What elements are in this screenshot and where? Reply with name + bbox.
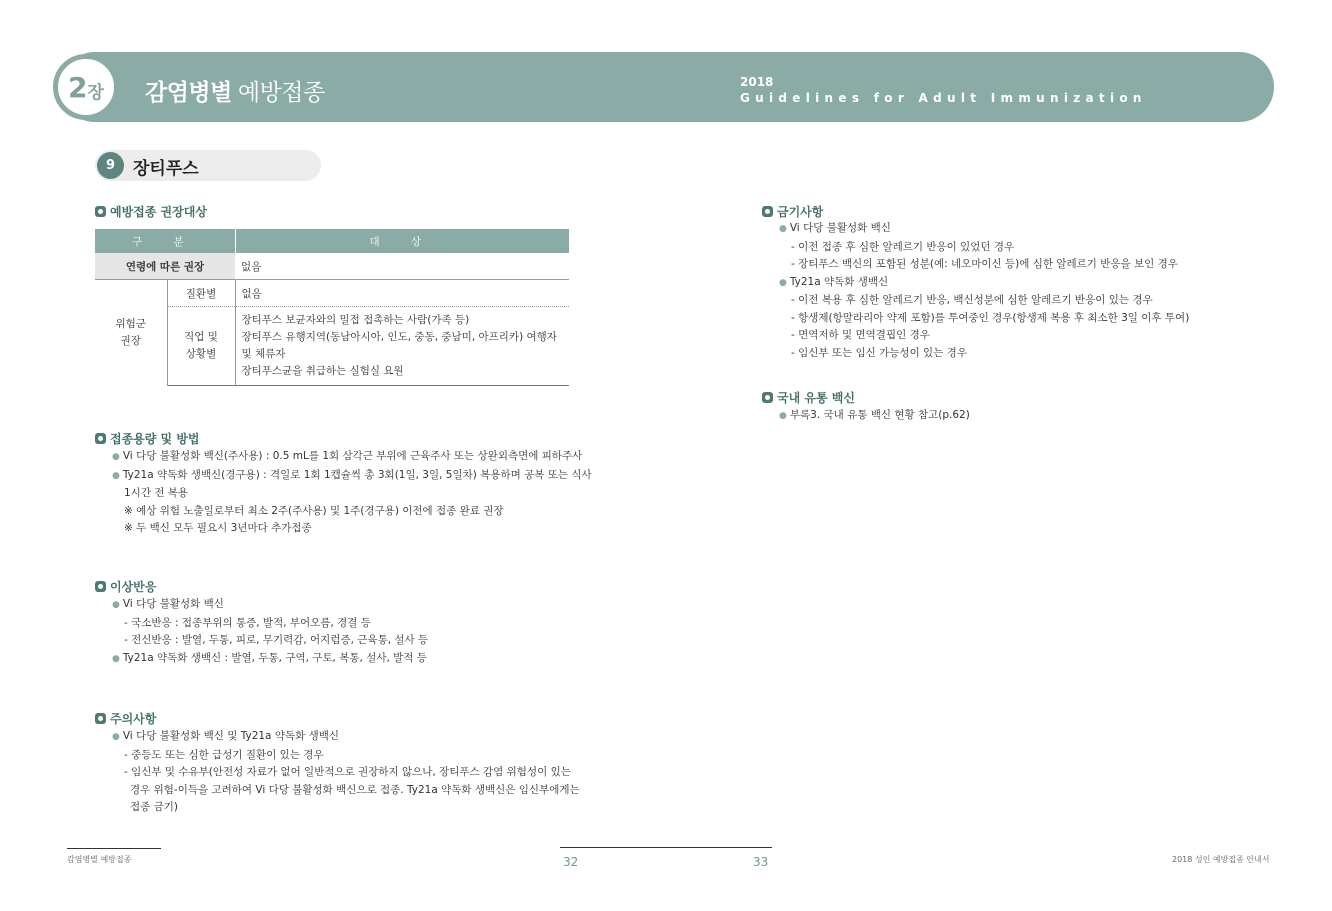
table-row (95, 307, 569, 386)
bullet-dot-icon: ● (112, 600, 120, 610)
bullet-dot-icon: ● (779, 411, 787, 421)
chapter-suffix: 장 (87, 82, 104, 103)
heading-bullet-icon (95, 433, 106, 444)
list-item-text: - 면역저하 및 면역결핍인 경우 (791, 329, 930, 341)
list-item-text: 경우 위험-이득을 고려하여 Vi 다당 불활성화 백신으로 접종. Ty21a 약독화 생백신은 임신부에게는 (130, 783, 580, 796)
adverse-text (112, 596, 582, 668)
list-item-text: - 이전 복용 후 심한 알레르기 반응, 백신성분에 심한 알레르기 반응이 있는 경우 (791, 294, 1153, 306)
job-value-line: 장티푸스균을 취급하는 실험실 요원 (241, 365, 404, 377)
list-item (779, 220, 1299, 239)
subheading-adverse (95, 578, 156, 595)
list-item-text: - 임신부 또는 임신 가능성이 있는 경우 (791, 346, 967, 359)
list-item-text: - 장티푸스 백신의 포함된 성분(예: 네오마이신 등)에 심한 알레르기 반응을 보인 경우 (791, 258, 1178, 270)
list-item-text: Vi 다당 불활성화 백신(주사용) : 0.5 mL를 1회 삼각근 부위에 근육주사 또는 상완외측면에 피하주사 (122, 450, 583, 462)
recommendation-table (95, 229, 569, 386)
table-header-target: 대 상 (235, 229, 569, 253)
disease-label: 질환별 (167, 280, 235, 307)
list-item-text: - 임신부 및 수유부(안전성 자료가 없어 일반적으로 권장하지 않으나, 장티푸스 감염 위험성이 있는 (124, 766, 571, 778)
page-number-right: 33 (753, 855, 769, 869)
footer-left-text: 감염병별 예방접종 (67, 855, 132, 864)
subheading-caution (95, 710, 156, 727)
subheading-dosage (95, 430, 200, 447)
job-label (167, 307, 235, 386)
risk-label-line2: 권장 (120, 334, 141, 347)
list-item (112, 467, 592, 486)
list-item-text: Ty21a 약독화 생백신 : 발열, 두통, 구역, 구토, 복통, 설사, 발적 등 (122, 651, 427, 664)
chapter-title-bold: 감염병별 (145, 80, 232, 106)
list-item-text: - 중등도 또는 심한 급성기 질환이 있는 경우 (124, 748, 324, 761)
note-text: ※ 두 백신 모두 필요시 3년마다 추가접종 (124, 522, 312, 534)
bullet-dot-icon: ● (779, 277, 787, 288)
chapter-title-rest: 예방접종 (237, 80, 325, 106)
list-item-text: - 전신반응 : 발열, 두통, 피로, 무기력감, 어지럼증, 근육통, 설사 등 (124, 634, 429, 646)
risk-label-line1: 위험군 (115, 317, 146, 330)
footer-rule-left (67, 848, 161, 849)
heading-bullet-icon (95, 581, 106, 592)
table-header-category: 구 분 (95, 229, 235, 253)
heading-bullet-icon (762, 392, 773, 403)
section-title-pill (95, 150, 321, 181)
list-item (779, 407, 1299, 426)
chapter-number: 2 (68, 70, 88, 104)
job-value (235, 307, 569, 386)
section-number-badge: 9 (97, 152, 124, 179)
list-item-text: Vi 다당 불활성화 백신 (122, 598, 224, 610)
domestic-text (779, 407, 1299, 426)
list-item-text: Vi 다당 불활성화 백신 및 Ty21a 약독화 생백신 (122, 730, 340, 742)
heading-bullet-icon (95, 713, 106, 724)
subheading-targets-label: 예방접종 권장대상 (110, 205, 207, 219)
list-item-text: 1시간 전 복용 (124, 487, 189, 499)
note-text: ※ 예상 위험 노출일로부터 최소 2주(주사용) 및 1주(경구용) 이전에 접종 완료 권장 (124, 504, 504, 517)
list-item-text: - 이전 접종 후 심한 알레르기 반응이 있었던 경우 (791, 240, 1015, 253)
list-item-text: - 국소반응 : 접종부위의 통증, 발적, 부어오름, 경결 등 (124, 616, 371, 629)
table-row (95, 253, 569, 280)
list-item-text: Ty21a 약독화 생백신(경구용) : 격일로 1회 1캡슐씩 총 3회(1일, 3일, 5일차) 복용하며 공복 또는 식사 (122, 468, 592, 481)
list-item (112, 650, 582, 669)
list-item-text: 부록3. 국내 유통 백신 현황 참고(p.62) (789, 409, 970, 421)
age-label: 연령에 따른 권장 (95, 253, 235, 280)
subheading-domestic-label: 국내 유통 백신 (777, 391, 855, 405)
header-guideline-title: Guidelines for Adult Immunization (740, 91, 1147, 105)
header-year: 2018 (740, 75, 774, 89)
disease-value: 없음 (235, 280, 569, 307)
bullet-dot-icon: ● (779, 224, 787, 234)
job-label-line1: 직업 및 (184, 331, 218, 343)
subheading-dosage-label: 접종용량 및 방법 (110, 432, 200, 446)
bullet-dot-icon: ● (112, 470, 120, 481)
list-item (112, 448, 582, 467)
section-title: 장티푸스 (133, 159, 199, 179)
heading-bullet-icon (762, 206, 773, 217)
chapter-title (145, 74, 325, 107)
footer-right-text: 2018 성인 예방접종 안내서 (1172, 855, 1270, 864)
list-item-text: Ty21a 약독화 생백신 (789, 275, 889, 288)
list-item-text: - 항생제(항말라리아 약제 포함)를 투여중인 경우(항생제 복용 후 최소한 3일 이후 투여) (791, 311, 1190, 324)
subheading-contraindications (762, 203, 823, 220)
job-value-line: 장티푸스 유행지역(동남아시아, 인도, 중동, 중남미, 아프리카) 여행자 (241, 331, 557, 343)
table-row (95, 280, 569, 307)
subheading-adverse-label: 이상반응 (110, 580, 157, 594)
footer-rule-center (560, 847, 772, 848)
subheading-domestic-vaccines (762, 389, 855, 406)
list-item (112, 728, 582, 747)
job-value-line: 장티푸스 보균자와의 밀접 접촉하는 사람(가족 등) (241, 314, 470, 326)
list-item (779, 274, 1299, 293)
job-value-line: 및 체류자 (241, 348, 286, 360)
heading-bullet-icon (95, 206, 106, 217)
dosage-text (112, 448, 592, 538)
bullet-dot-icon: ● (112, 452, 120, 462)
bullet-dot-icon: ● (112, 732, 120, 742)
page-number-left: 32 (563, 855, 579, 869)
chapter-badge (53, 54, 119, 120)
job-label-line2: 상황별 (185, 348, 217, 360)
age-value: 없음 (235, 253, 569, 280)
list-item-text: Vi 다당 불활성화 백신 (789, 222, 891, 234)
contraindication-text (779, 220, 1299, 362)
risk-group-label (95, 280, 167, 386)
subheading-caution-label: 주의사항 (110, 712, 157, 726)
bullet-dot-icon: ● (112, 653, 120, 664)
list-item (112, 596, 582, 615)
list-item-text: 접종 금기) (130, 801, 179, 813)
subheading-targets (95, 203, 207, 220)
caution-text (112, 728, 582, 817)
subheading-contra-label: 금기사항 (777, 205, 824, 219)
